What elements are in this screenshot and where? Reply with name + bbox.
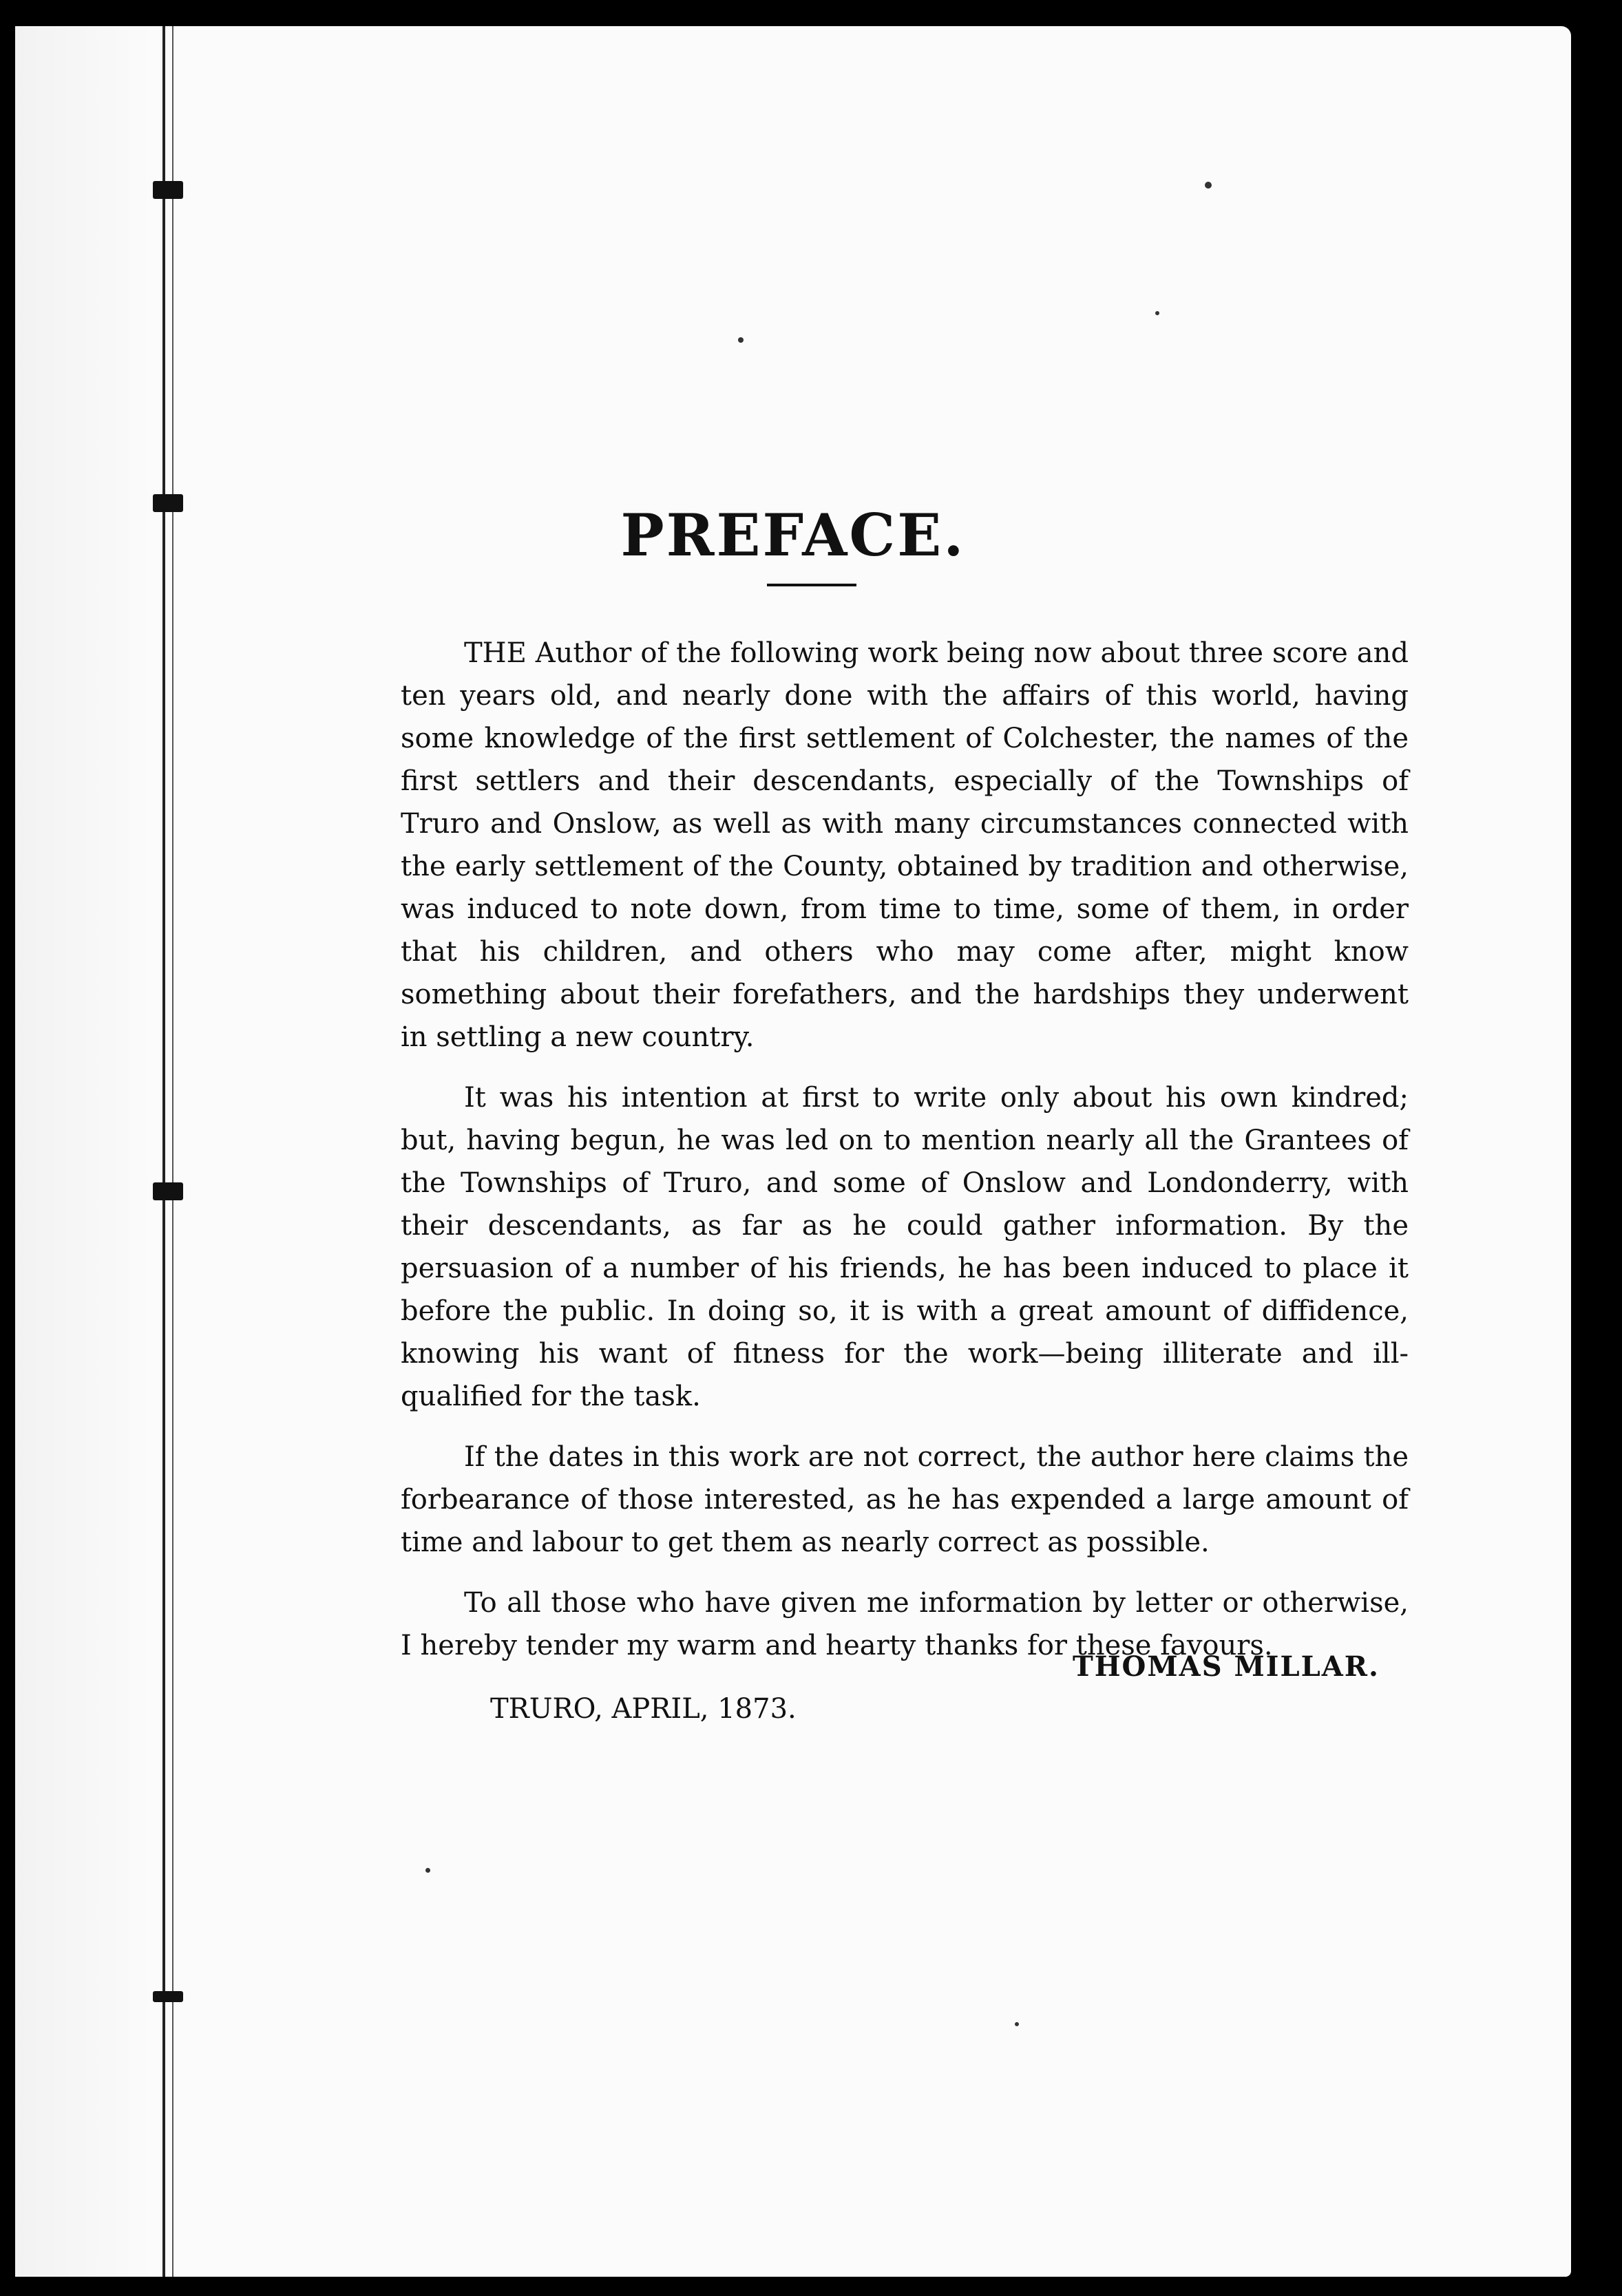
binding-thread <box>172 26 173 2277</box>
author-signature: THOMAS MILLAR. <box>1073 1650 1380 1683</box>
binding-thread <box>162 26 165 2277</box>
paragraph-4: To all those who have given me information by letter or otherwise, I hereby tender my warm and hearty thanks for these favours. <box>401 1587 1409 1661</box>
paragraph-2: It was his intention at first to write only about his own kindred; but, having begun, he was led on to mention nearly all the Grantees of the Townships of Truro, and some of Onslow and Londonderry, with their descendants, as far as he could gather information. By the persuasion of a number of his friends, he has been induced to place it before the public. In doing so, it is with a great amount of diffidence, knowing his want of fitness for the work—being illiterate and ill-qualified for the task. <box>401 1082 1409 1412</box>
speck <box>738 337 744 343</box>
speck <box>425 1868 430 1873</box>
binding-spine <box>153 26 187 2277</box>
paragraph-3: If the dates in this work are not correct, the author here claims the forbearance of those interested, as he has expended a large amount of time and labour to get them as nearly correct as possible. <box>401 1441 1409 1558</box>
place-and-date: TRURO, APRIL, 1873. <box>490 1693 797 1725</box>
speck <box>1015 2022 1019 2026</box>
page-fold-shadow <box>15 26 153 2277</box>
page-title: PREFACE. <box>620 501 966 569</box>
speck <box>1205 182 1212 189</box>
paragraph-1: THE Author of the following work being now about three score and ten years old, and nearly done with the affairs of this world, having some knowledge of the first settlement of Colchester, the names of the first settlers and their descendants, especially of the Townships of Truro and Onslow, as well as with many circumstances connected with the early settlement of the County, obtained by tradition and otherwise, was induced to note down, from time to time, some of them, in order that his children, and others who may come after, might know something about their forefathers, and the hardships they underwent in settling a new country. <box>401 637 1409 1053</box>
speck <box>1155 311 1159 315</box>
binding-stitch <box>153 1991 183 2002</box>
paper-sheet <box>15 26 1571 2277</box>
title-rule <box>767 584 856 586</box>
binding-stitch <box>153 1182 183 1200</box>
binding-stitch <box>153 181 183 199</box>
preface-body <box>401 632 1409 1685</box>
